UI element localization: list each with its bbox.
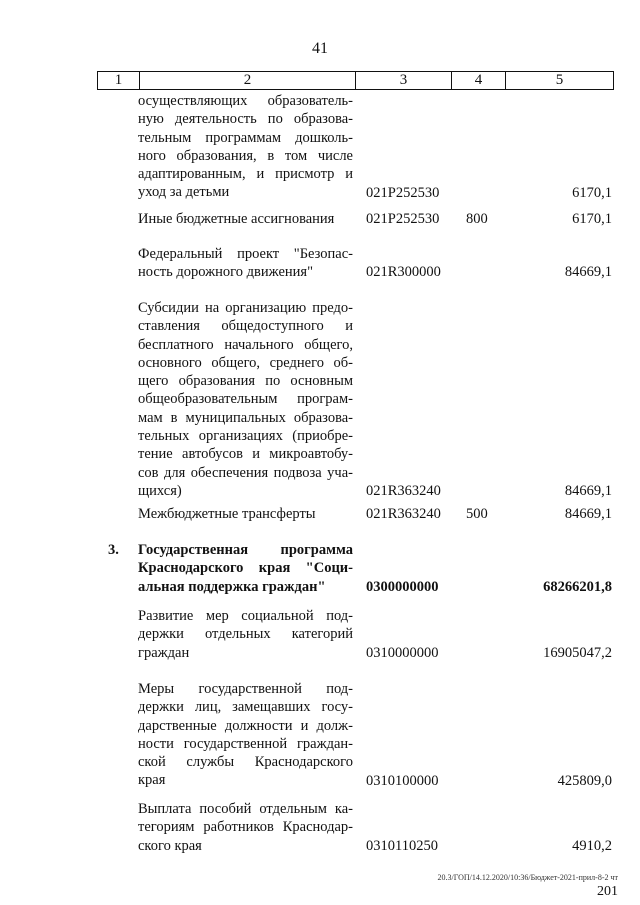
row-name-line: ставления общедоступного и — [138, 318, 353, 335]
column-header-3: 3 — [356, 72, 452, 90]
row-name-line: ности государственной граждан- — [138, 735, 353, 752]
page-number: 41 — [312, 40, 328, 57]
row-name-line: Выплата пособий отдельным ка- — [138, 801, 353, 817]
row-name-line: адаптированным, и присмотр и — [138, 166, 353, 183]
row-name-line: дарственные должности и долж- — [138, 717, 353, 734]
row-name-line: тельным программам дошколь- — [138, 129, 353, 146]
row-name-line: ской службы Краснодарского — [138, 754, 353, 771]
row-name — [138, 505, 353, 523]
row-code: 021P252530 — [366, 184, 440, 201]
row-name-line: альная поддержка граждан" — [138, 578, 326, 595]
row-sum: 84669,1 — [564, 506, 612, 522]
row-sum: 6170,1 — [572, 211, 612, 227]
row-name-line: Краснодарского края "Соци- — [138, 560, 353, 577]
row-name-line: мам в муниципальных образова- — [138, 409, 353, 426]
row-name-line: ность дорожного движения" — [138, 264, 313, 281]
row-expense-type: 800 — [466, 211, 488, 227]
row-sum: 68266201,8 — [543, 578, 612, 595]
row-name-line: держки отдельных категорий — [138, 626, 353, 643]
row-name — [138, 210, 353, 228]
row-name-line: Государственная программа — [138, 542, 353, 558]
row-name — [138, 299, 353, 500]
row-name — [138, 607, 353, 662]
row-code: 0310100000 — [366, 772, 439, 789]
column-header-1: 1 — [98, 72, 140, 90]
row-name-line: края — [138, 772, 166, 789]
row-name-line: Меры государственной под- — [138, 681, 353, 697]
row-expense-type: 500 — [466, 506, 488, 522]
column-header-4: 4 — [452, 72, 506, 90]
column-header-5: 5 — [506, 72, 614, 90]
row-name-line: граждан — [138, 644, 190, 661]
row-name-line: осуществляющих образователь- — [138, 93, 353, 109]
footer-page-number: 201 — [597, 884, 618, 899]
row-name — [138, 680, 353, 790]
row-name-line: тение автобусов и микроавтобу- — [138, 446, 353, 463]
row-code: 0310000000 — [366, 644, 439, 661]
footer-reference: 20.3/ГОП/14.12.2020/10:36/Бюджет-2021-прил-8-2 чт — [437, 873, 618, 882]
row-sum: 84669,1 — [564, 264, 612, 281]
row-name-line: Федеральный проект "Безопас- — [138, 246, 353, 262]
row-name — [138, 245, 353, 282]
row-name-line: бесплатного начального общего, — [138, 336, 353, 353]
row-sum: 425809,0 — [557, 772, 612, 789]
row-name-line: Иные бюджетные ассигнования — [138, 211, 335, 227]
row-code: 021R300000 — [366, 264, 441, 281]
row-code: 021R363240 — [366, 506, 441, 522]
row-sum: 84669,1 — [564, 483, 612, 499]
row-name-line: ского края — [138, 837, 202, 854]
row-code: 0300000000 — [366, 578, 439, 595]
row-name-line: ную деятельность по образова- — [138, 111, 353, 128]
row-code: 021R363240 — [366, 483, 441, 499]
row-name-line: уход за детьми — [138, 184, 230, 201]
row-name-line: тегориям работников Краснодар- — [138, 819, 353, 836]
row-name — [138, 541, 353, 596]
row-sum: 16905047,2 — [543, 644, 612, 661]
row-name-line: Межбюджетные трансферты — [138, 506, 316, 522]
row-name-line: держки лиц, замещавших госу- — [138, 699, 353, 716]
row-code: 021P252530 — [366, 211, 440, 227]
row-name-line: Развитие мер социальной под- — [138, 608, 353, 624]
row-name-line: щего образования по основным — [138, 373, 353, 390]
row-number: 3. — [108, 542, 119, 558]
table-header — [97, 71, 614, 90]
row-name-line: щихся) — [138, 482, 182, 499]
row-name-line: тельных организациях (приобре- — [138, 428, 353, 445]
row-name-line: основного общего, среднего об- — [138, 354, 353, 371]
row-name-line: ного образования, в том числе — [138, 147, 353, 164]
row-name — [138, 92, 353, 202]
row-code: 0310110250 — [366, 837, 438, 854]
row-name — [138, 800, 353, 855]
row-name-line: сов для обеспечения подвоза уча- — [138, 464, 353, 481]
column-header-2: 2 — [140, 72, 356, 90]
row-sum: 4910,2 — [572, 837, 612, 854]
row-sum: 6170,1 — [572, 184, 612, 201]
row-name-line: общеобразовательным програм- — [138, 391, 353, 408]
row-name-line: Субсидии на организацию предо- — [138, 300, 353, 316]
